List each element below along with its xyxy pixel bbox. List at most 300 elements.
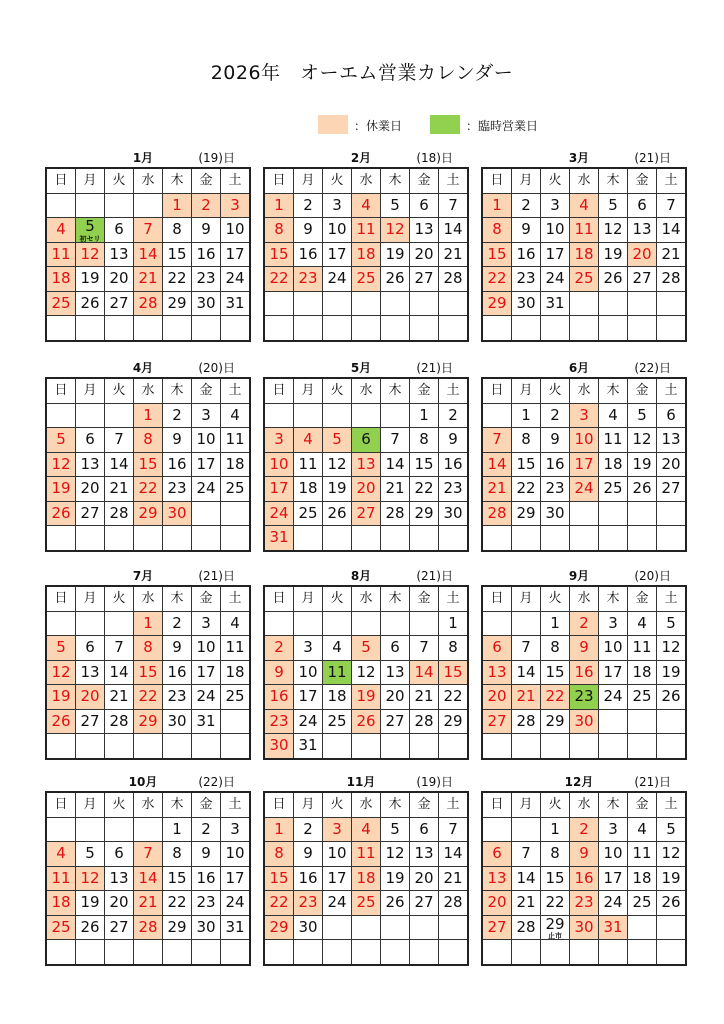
day-cell: [134, 218, 163, 243]
weekday-header: 木: [163, 792, 192, 817]
day-number: 24: [327, 269, 347, 288]
day-cell: [294, 636, 323, 661]
day-cell: [163, 842, 192, 867]
day-cell: [482, 477, 512, 502]
day-number: 19: [603, 244, 623, 263]
day-cell: [221, 428, 251, 453]
day-cell: [657, 891, 687, 916]
day-cell: [192, 685, 221, 710]
day-cell: [352, 891, 381, 916]
day-number: 19: [385, 244, 405, 263]
empty-cell: [76, 526, 105, 551]
day-number: 15: [487, 244, 507, 263]
day-number: 8: [521, 430, 531, 449]
day-number: 10: [196, 430, 216, 449]
day-number: 26: [327, 503, 347, 522]
week-row: [264, 526, 468, 551]
day-number: 9: [303, 220, 313, 239]
day-number: 15: [269, 244, 289, 263]
day-cell: [294, 428, 323, 453]
weekday-row: [482, 792, 686, 817]
weekday-header: 月: [76, 168, 105, 193]
month-header: [481, 355, 677, 377]
day-cell: [134, 501, 163, 526]
day-number: 30: [545, 503, 565, 522]
empty-cell: [439, 526, 469, 551]
day-number: 1: [143, 405, 153, 424]
week-row: [46, 817, 250, 842]
week-row: [46, 428, 250, 453]
day-number: 20: [487, 893, 507, 912]
empty-cell: [381, 316, 410, 341]
day-cell: [570, 660, 599, 685]
day-number: 1: [550, 613, 560, 632]
day-number: 6: [85, 430, 95, 449]
business-day-count: (22)日: [198, 775, 235, 789]
empty-cell: [46, 817, 76, 842]
day-cell: [570, 842, 599, 867]
weekday-header: 日: [264, 792, 294, 817]
day-number: 27: [661, 479, 681, 498]
weekday-header: 月: [294, 586, 323, 611]
month-table: [481, 167, 687, 342]
day-number: 20: [414, 244, 434, 263]
day-number: 23: [269, 711, 289, 730]
empty-cell: [163, 940, 192, 965]
weekday-header: 土: [439, 586, 469, 611]
day-number: 5: [85, 844, 95, 863]
day-cell: [221, 660, 251, 685]
empty-cell: [134, 817, 163, 842]
day-cell: [46, 218, 76, 243]
month-11: [263, 769, 463, 966]
day-number: 5: [361, 638, 371, 657]
day-cell: [628, 660, 657, 685]
empty-cell: [657, 940, 687, 965]
day-cell: [192, 636, 221, 661]
weekday-header: 金: [628, 586, 657, 611]
day-number: 15: [138, 454, 158, 473]
weekday-header: 金: [192, 792, 221, 817]
month-name: 12月: [564, 775, 594, 789]
day-number: 5: [56, 430, 66, 449]
empty-cell: [570, 316, 599, 341]
month-table: [263, 167, 469, 342]
empty-cell: [381, 403, 410, 428]
empty-cell: [76, 611, 105, 636]
month-name: 6月: [568, 361, 590, 375]
day-cell: [76, 636, 105, 661]
day-cell: [264, 267, 294, 292]
day-cell: [657, 218, 687, 243]
day-cell: [570, 685, 599, 710]
day-number: 15: [414, 454, 434, 473]
weekday-header: 金: [628, 792, 657, 817]
empty-cell: [657, 915, 687, 940]
week-row: [264, 685, 468, 710]
weekday-row: [264, 168, 468, 193]
empty-cell: [105, 316, 134, 341]
day-number: 16: [574, 662, 594, 681]
week-row: [46, 734, 250, 759]
week-row: [46, 291, 250, 316]
weekday-header: 火: [541, 378, 570, 403]
day-cell: [570, 193, 599, 218]
business-day-count: (21)日: [198, 569, 235, 583]
day-number: 21: [385, 479, 405, 498]
empty-cell: [628, 940, 657, 965]
day-number: 16: [443, 454, 463, 473]
weekday-header: 水: [352, 378, 381, 403]
day-cell: [657, 660, 687, 685]
day-cell: [192, 817, 221, 842]
month-header: [481, 145, 677, 167]
day-number: 27: [487, 711, 507, 730]
day-cell: [352, 452, 381, 477]
day-number: 28: [443, 893, 463, 912]
day-number: 21: [138, 269, 158, 288]
day-cell: [410, 428, 439, 453]
day-number: 22: [545, 893, 565, 912]
day-number: 23: [298, 893, 318, 912]
week-row: [264, 291, 468, 316]
day-cell: [323, 501, 352, 526]
day-cell: [628, 477, 657, 502]
day-number: 10: [225, 220, 245, 239]
day-number: 27: [632, 269, 652, 288]
day-cell: [163, 477, 192, 502]
day-number: 31: [298, 736, 318, 755]
day-cell: [294, 685, 323, 710]
empty-cell: [264, 291, 294, 316]
day-number: 26: [51, 503, 71, 522]
day-number: 12: [385, 220, 405, 239]
day-number: 2: [201, 819, 211, 838]
day-number: 10: [327, 220, 347, 239]
day-number: 28: [414, 711, 434, 730]
day-cell: [323, 866, 352, 891]
day-number: 27: [385, 711, 405, 730]
day-number: 1: [550, 819, 560, 838]
day-cell: [410, 193, 439, 218]
weekday-header: 日: [264, 168, 294, 193]
day-cell: [541, 636, 570, 661]
empty-cell: [323, 316, 352, 341]
empty-cell: [482, 316, 512, 341]
day-cell: [105, 452, 134, 477]
day-number: 31: [225, 917, 245, 936]
weekday-header: 金: [192, 168, 221, 193]
day-cell: [221, 452, 251, 477]
day-cell: [192, 660, 221, 685]
day-number: 16: [167, 662, 187, 681]
day-cell: [599, 685, 628, 710]
empty-cell: [105, 403, 134, 428]
day-cell: [46, 891, 76, 916]
day-number: 8: [143, 638, 153, 657]
empty-cell: [264, 940, 294, 965]
day-number: 26: [385, 893, 405, 912]
day-number: 11: [225, 638, 245, 657]
day-number: 19: [51, 687, 71, 706]
day-number: 22: [269, 893, 289, 912]
weekday-header: 火: [323, 792, 352, 817]
day-number: 18: [574, 244, 594, 263]
day-cell: [105, 915, 134, 940]
business-day-count: (19)日: [416, 775, 453, 789]
day-number: 7: [114, 638, 124, 657]
week-row: [482, 242, 686, 267]
day-number: 31: [225, 293, 245, 312]
week-row: [46, 709, 250, 734]
day-cell: [439, 242, 469, 267]
day-cell: [570, 915, 599, 940]
month-header: [45, 145, 241, 167]
weekday-header: 木: [381, 168, 410, 193]
empty-cell: [323, 734, 352, 759]
day-number: 18: [356, 244, 376, 263]
empty-cell: [105, 734, 134, 759]
weekday-header: 月: [512, 586, 541, 611]
month-table: [263, 585, 469, 760]
empty-cell: [381, 734, 410, 759]
day-number: 30: [574, 711, 594, 730]
day-cell: [482, 428, 512, 453]
day-cell: [657, 242, 687, 267]
day-number: 1: [419, 405, 429, 424]
day-number: 12: [356, 662, 376, 681]
day-cell: [352, 242, 381, 267]
day-number: 18: [632, 662, 652, 681]
weekday-header: 木: [163, 168, 192, 193]
closed-label: ：休業日: [354, 119, 403, 133]
day-cell: [105, 866, 134, 891]
day-cell: [657, 685, 687, 710]
day-number: 2: [550, 405, 560, 424]
month-header: [263, 355, 459, 377]
day-cell: [570, 242, 599, 267]
day-number: 23: [516, 269, 536, 288]
day-cell: [482, 842, 512, 867]
day-cell: [323, 267, 352, 292]
weekday-header: 水: [570, 586, 599, 611]
day-cell: [410, 817, 439, 842]
weekday-header: 木: [163, 586, 192, 611]
day-cell: [541, 403, 570, 428]
day-cell: [439, 709, 469, 734]
day-cell: [410, 218, 439, 243]
day-cell: [439, 817, 469, 842]
day-cell: [482, 193, 512, 218]
day-number: 18: [51, 893, 71, 912]
day-cell: [570, 636, 599, 661]
day-number: 19: [385, 868, 405, 887]
empty-cell: [599, 316, 628, 341]
day-number: 6: [419, 819, 429, 838]
empty-cell: [570, 734, 599, 759]
day-number: 18: [327, 687, 347, 706]
empty-cell: [541, 940, 570, 965]
weekday-header: 金: [628, 378, 657, 403]
day-number: 27: [109, 293, 129, 312]
day-number: 28: [661, 269, 681, 288]
day-number: 16: [167, 454, 187, 473]
closed-swatch: [318, 115, 348, 134]
empty-cell: [410, 316, 439, 341]
day-cell: [46, 242, 76, 267]
day-number: 4: [332, 638, 342, 657]
empty-cell: [76, 403, 105, 428]
weekday-header: 火: [541, 792, 570, 817]
day-number: 7: [143, 844, 153, 863]
day-cell: [323, 660, 352, 685]
business-day-count: (19)日: [198, 151, 235, 165]
empty-cell: [512, 817, 541, 842]
day-cell: [323, 709, 352, 734]
month-12: [481, 769, 681, 966]
day-number: 5: [390, 819, 400, 838]
empty-cell: [410, 915, 439, 940]
day-cell: [264, 817, 294, 842]
day-cell: [76, 428, 105, 453]
day-cell: [628, 218, 657, 243]
day-number: 5: [608, 195, 618, 214]
day-number: 10: [574, 430, 594, 449]
day-cell: [76, 866, 105, 891]
empty-cell: [76, 193, 105, 218]
week-row: [482, 866, 686, 891]
day-number: 31: [269, 528, 289, 547]
day-cell: [221, 267, 251, 292]
weekday-header: 土: [439, 792, 469, 817]
day-cell: [439, 891, 469, 916]
business-day-count: (21)日: [416, 569, 453, 583]
day-cell: [352, 709, 381, 734]
day-number: 19: [80, 893, 100, 912]
day-cell: [264, 915, 294, 940]
week-row: [482, 636, 686, 661]
day-number: 5: [666, 613, 676, 632]
empty-cell: [512, 940, 541, 965]
weekday-header: 金: [410, 792, 439, 817]
week-row: [46, 452, 250, 477]
empty-cell: [628, 734, 657, 759]
day-cell: [105, 891, 134, 916]
week-row: [264, 501, 468, 526]
day-number: 9: [201, 844, 211, 863]
day-cell: [134, 891, 163, 916]
empty-cell: [657, 526, 687, 551]
day-number: 16: [545, 454, 565, 473]
day-cell: [264, 866, 294, 891]
day-number: 12: [632, 430, 652, 449]
weekday-header: 水: [134, 586, 163, 611]
empty-cell: [657, 316, 687, 341]
day-number: 30: [516, 293, 536, 312]
day-cell: [105, 501, 134, 526]
day-cell: [410, 842, 439, 867]
day-cell: [192, 267, 221, 292]
month-name: 7月: [132, 569, 154, 583]
day-cell: [105, 242, 134, 267]
week-row: [264, 734, 468, 759]
day-cell: [599, 915, 628, 940]
day-cell: [381, 866, 410, 891]
day-number: 6: [492, 844, 502, 863]
day-number: 8: [448, 638, 458, 657]
day-cell: [134, 866, 163, 891]
empty-cell: [221, 709, 251, 734]
week-row: [46, 316, 250, 341]
empty-cell: [105, 940, 134, 965]
day-cell: [541, 452, 570, 477]
day-note: 止市: [548, 932, 562, 940]
day-number: 9: [448, 430, 458, 449]
day-number: 22: [138, 479, 158, 498]
day-cell: [410, 866, 439, 891]
day-number: 15: [516, 454, 536, 473]
day-number: 13: [632, 220, 652, 239]
day-number: 20: [109, 893, 129, 912]
day-number: 2: [274, 638, 284, 657]
day-number: 16: [574, 868, 594, 887]
day-cell: [628, 242, 657, 267]
day-cell: [105, 636, 134, 661]
day-cell: [512, 242, 541, 267]
empty-cell: [323, 611, 352, 636]
day-cell: [221, 242, 251, 267]
day-number: 22: [167, 269, 187, 288]
weekday-header: 日: [264, 586, 294, 611]
day-number: 20: [487, 687, 507, 706]
week-row: [46, 477, 250, 502]
day-number: 21: [443, 868, 463, 887]
day-cell: [294, 477, 323, 502]
business-day-count: (21)日: [634, 151, 671, 165]
day-number: 28: [138, 917, 158, 936]
day-number: 29: [545, 914, 565, 933]
day-number: 9: [274, 662, 284, 681]
day-number: 27: [414, 269, 434, 288]
day-number: 12: [661, 638, 681, 657]
empty-cell: [352, 611, 381, 636]
weekday-header: 土: [439, 378, 469, 403]
weekday-header: 水: [134, 168, 163, 193]
month-header: [45, 563, 241, 585]
empty-cell: [541, 316, 570, 341]
empty-cell: [482, 734, 512, 759]
empty-cell: [628, 709, 657, 734]
weekday-header: 日: [264, 378, 294, 403]
day-number: 25: [356, 893, 376, 912]
day-number: 24: [298, 711, 318, 730]
empty-cell: [264, 316, 294, 341]
day-number: 18: [603, 454, 623, 473]
month-2: [263, 145, 463, 342]
day-cell: [381, 501, 410, 526]
day-cell: [381, 218, 410, 243]
weekday-header: 水: [570, 792, 599, 817]
week-row: [264, 636, 468, 661]
day-cell: [352, 218, 381, 243]
day-cell: [192, 218, 221, 243]
month-name: 11月: [346, 775, 376, 789]
day-cell: [599, 242, 628, 267]
business-day-count: (20)日: [634, 569, 671, 583]
empty-cell: [163, 316, 192, 341]
day-cell: [294, 660, 323, 685]
day-number: 20: [414, 868, 434, 887]
